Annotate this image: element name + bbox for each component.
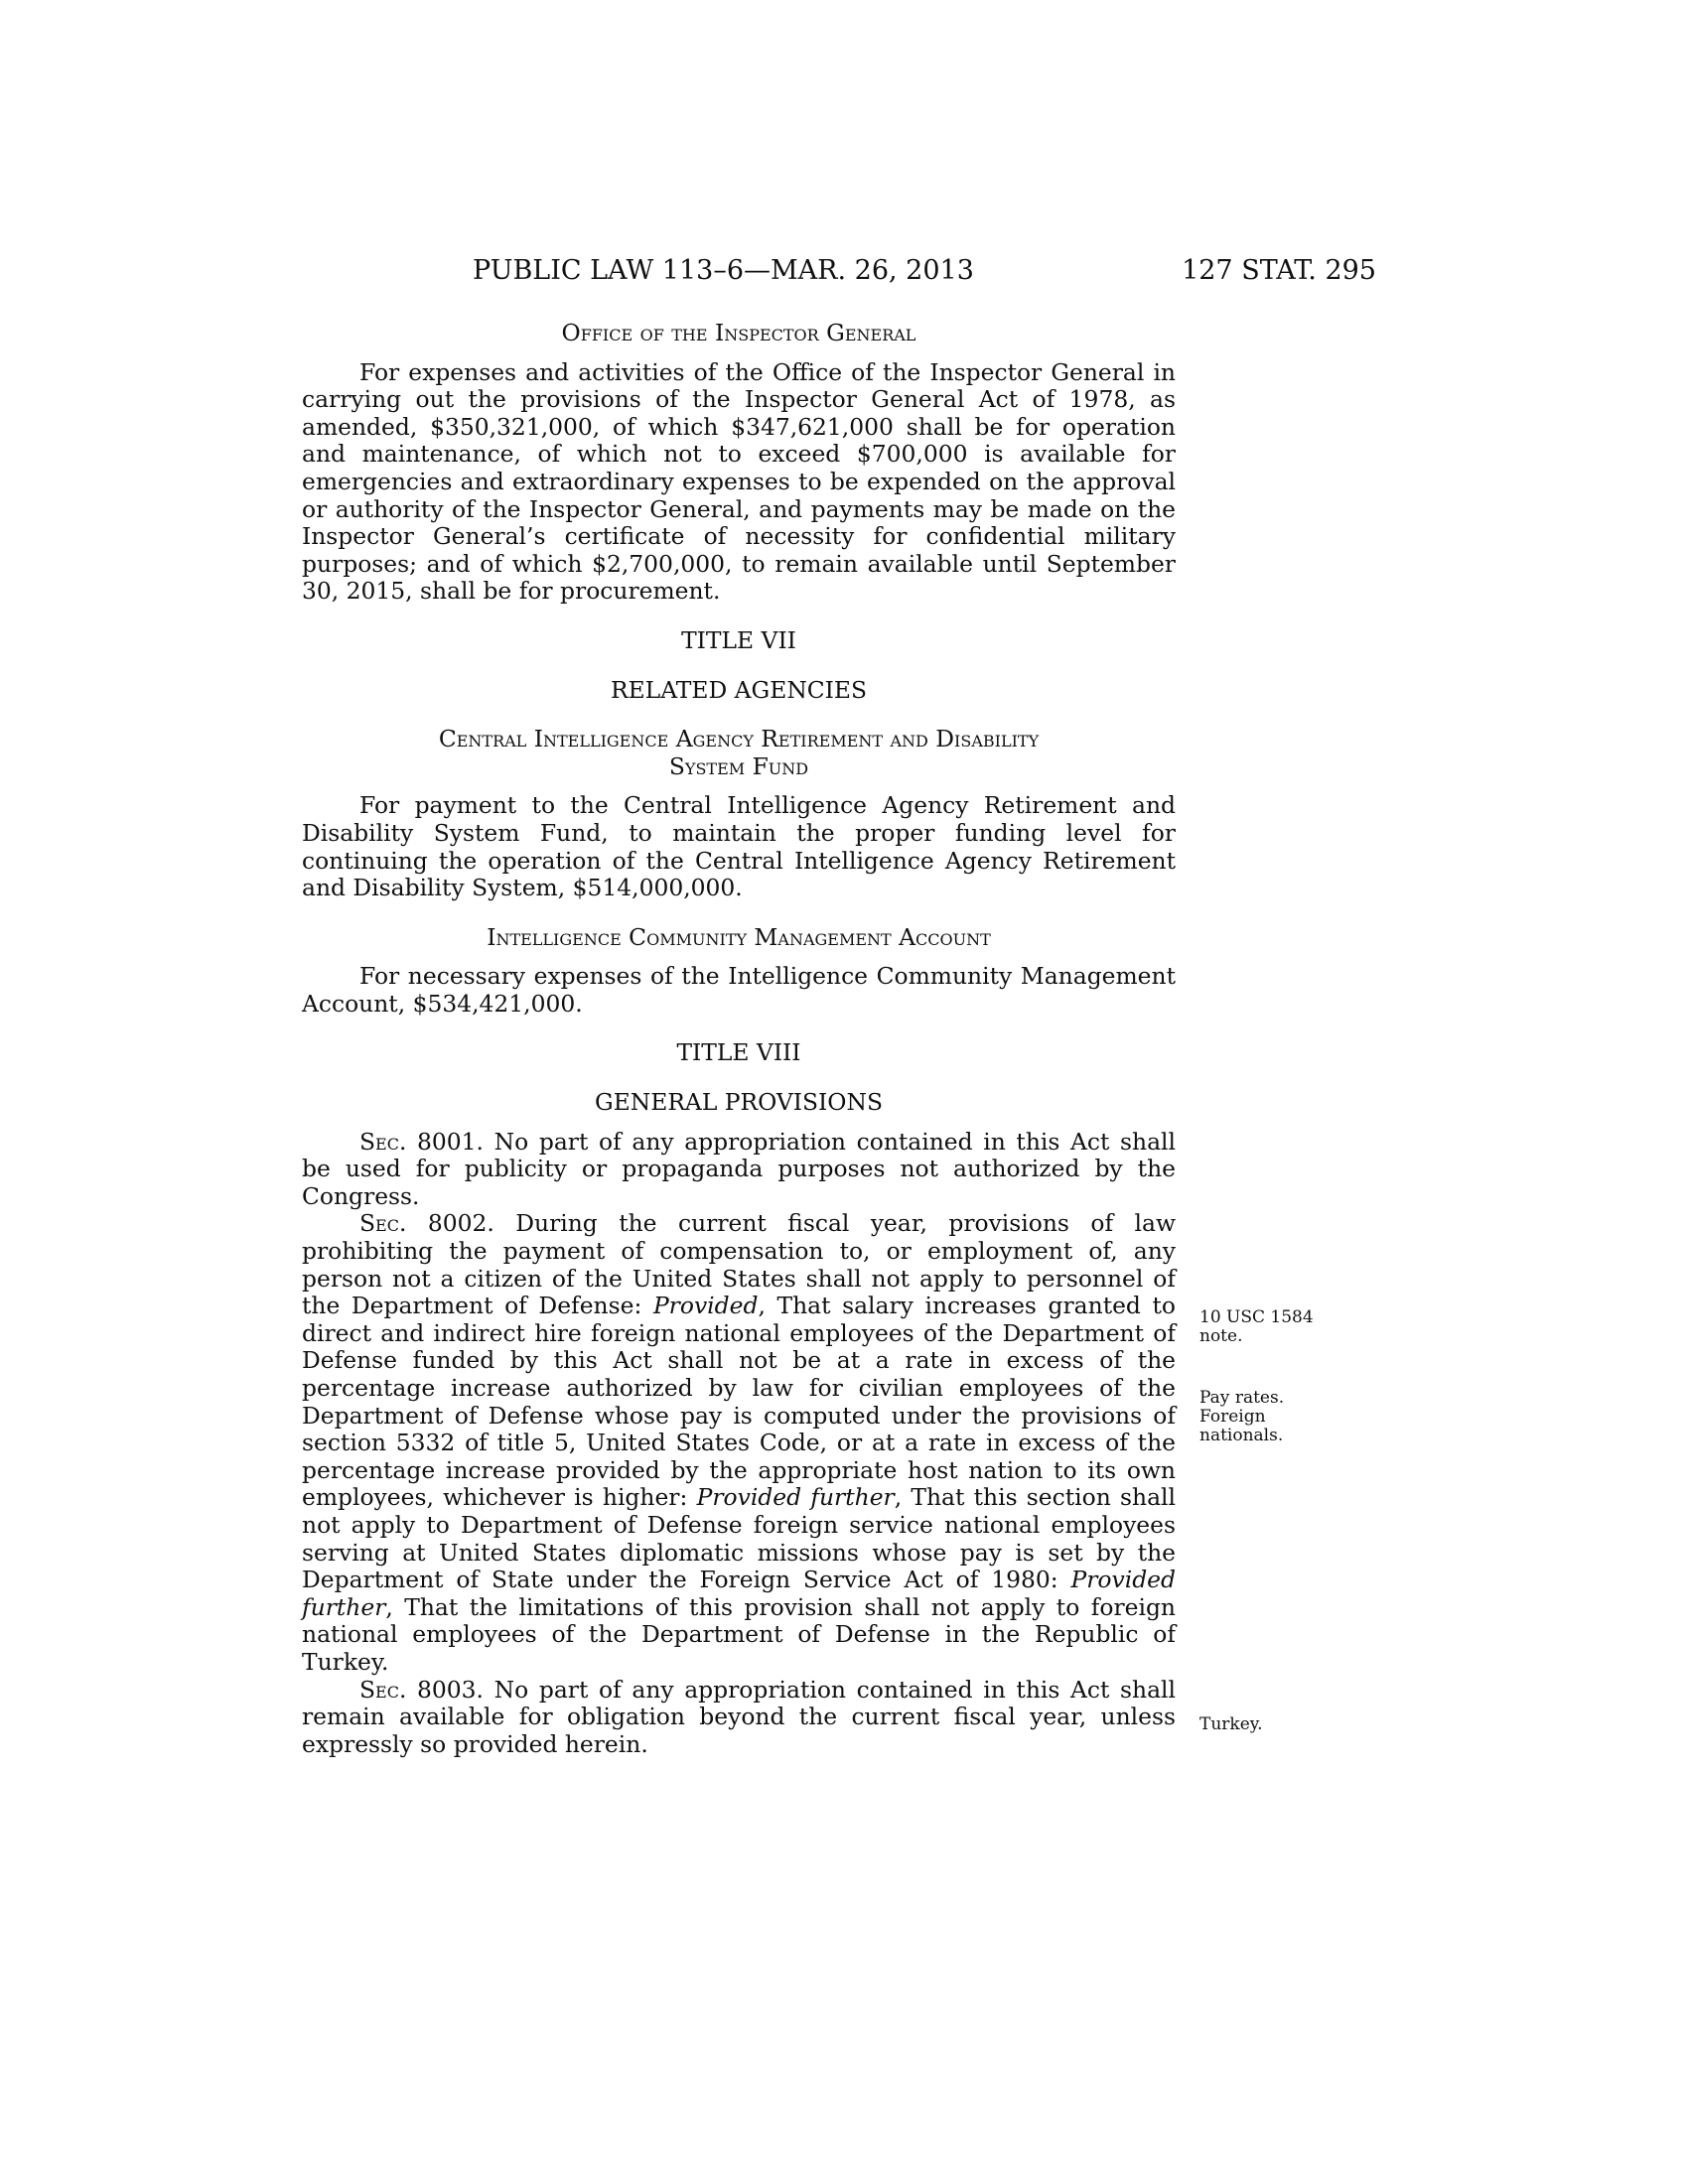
section-8002 [302, 1210, 1176, 1676]
office-ig-heading: Office of the Inspector General [561, 319, 916, 346]
section-8002-proviso-1: Provided [652, 1292, 759, 1320]
section-8002-text-4: , That the limitations of this provision shall not apply to foreign national employees of the Department of Defense in the Republic of Turkey. [302, 1592, 1176, 1676]
section-8002-text-1: During the current fiscal year, provisions of law prohibiting the payment of compensation to, or employment of, any person not a citizen of the United States shall not apply to personnel of the Department of Defense: [302, 1209, 1176, 1320]
section-8002-text-2: , That salary increases granted to direct and indirect hire foreign national employees of the Department of Defense funded by this Act shall not be at a rate in excess of the percentage increase authorized by law for civilian employees of the Department of Defense whose pay is computed under the provisions of section 5332 of title 5, United States Code, or at a rate in excess of the percentage increase provided by the appropriate host nation to its own employees, whichever is higher: [302, 1292, 1176, 1512]
title-vii-heading: TITLE VII [681, 625, 796, 654]
section-8002-text-3: , That this section shall not apply to Department of Defense foreign service national employees serving at United States diplomatic missions whose pay is set by the Department of State under the Foreign Service Act of 1980: [302, 1483, 1176, 1594]
section-8003 [302, 1677, 1176, 1759]
margin-note-pay-line3: nationals. [1199, 1426, 1284, 1445]
margin-note-pay-line2: Foreign [1199, 1407, 1266, 1427]
margin-note-usc-line1: 10 USC 1584 [1199, 1307, 1314, 1327]
cia-fund-heading [302, 726, 1176, 780]
section-8001 [302, 1129, 1176, 1211]
icma-heading: Intelligence Community Management Account [487, 922, 991, 951]
body-column [302, 320, 1176, 1758]
title-viii-heading: TITLE VIII [676, 1038, 801, 1067]
section-8003-label: Sec. 8003. [359, 1675, 484, 1704]
margin-note-pay-rates [1199, 1389, 1329, 1445]
section-8002-proviso-2: Provided further [696, 1483, 895, 1512]
section-8002-label: Sec. 8002. [359, 1209, 494, 1238]
margin-note-pay-line1: Pay rates. [1199, 1388, 1285, 1408]
running-title: PUBLIC LAW 113–6—MAR. 26, 2013 [473, 255, 974, 286]
cia-heading-line1: Central Intelligence Agency Retirement and Disability [438, 725, 1040, 753]
icma-paragraph: For necessary expenses of the Intelligence Community Management Account, $534,421,000. [302, 962, 1176, 1018]
cia-heading-line2: System Fund [668, 751, 809, 780]
margin-note-usc [1199, 1308, 1329, 1346]
running-head [298, 249, 1376, 293]
section-8002-proviso-3: Provided further [302, 1566, 1176, 1621]
section-8001-text: No part of any appropriation contained in this Act shall be used for publicity or propaganda purposes not authorized by the Congress. [302, 1127, 1177, 1210]
general-provisions-heading: GENERAL PROVISIONS [595, 1088, 883, 1117]
stat-page-number: 127 STAT. 295 [1182, 255, 1376, 286]
cia-fund-paragraph: For payment to the Central Intelligence Agency Retirement and Disability System Fund, to maintain the proper funding level for continuing the operation of the Central Intelligence Agency Retirement and Disability System, $514,000,000. [302, 791, 1176, 902]
margin-note-usc-line2: note. [1199, 1326, 1243, 1346]
office-ig-paragraph: For expenses and activities of the Office of the Inspector General in carrying out the provisions of the Inspector General Act of 1978, as amended, $350,321,000, of which $347,621,000 shall be for operation and maintenance, of which not to exceed $700,000 is available for emergencies and extraordinary expenses to be expended on the approval or authority of the Inspector General, and payments may be made on the Inspector General’s certificate of necessity for confidential military purposes; and of which $2,700,000, to remain available until September 30, 2015, shall be for procurement. [302, 357, 1176, 606]
section-8003-text: No part of any appropriation contained in this Act shall remain available for obligation beyond the current fiscal year, unless expressly so provided herein. [302, 1675, 1177, 1758]
related-agencies-heading: RELATED AGENCIES [610, 675, 868, 704]
margin-note-turkey: Turkey. [1199, 1714, 1263, 1734]
section-8001-label: Sec. 8001. [359, 1127, 484, 1156]
